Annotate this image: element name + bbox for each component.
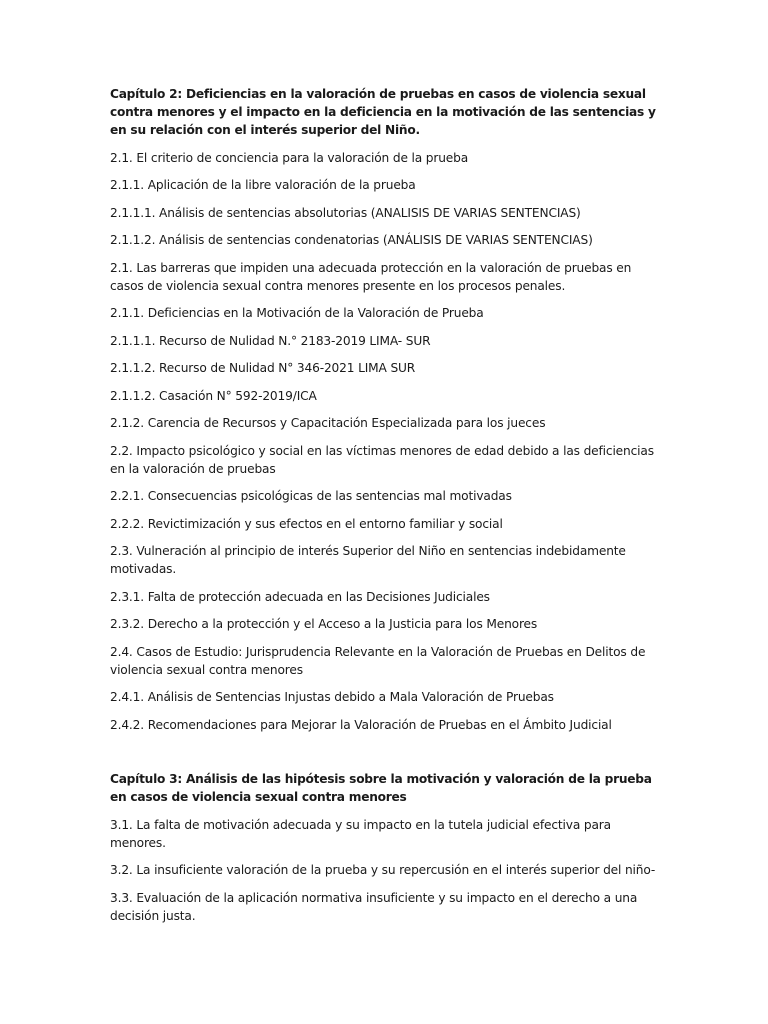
toc-item-2-1-1-2-casacion-592: 2.1.1.2. Casación N° 592-2019/ICA	[110, 388, 317, 403]
chapter-3-heading: Capítulo 3: Análisis de las hipótesis sobre la motivación y valoración de la prueba en casos de violencia sexual contra menores	[110, 772, 652, 804]
toc-item-2-3-2-derecho: 2.3.2. Derecho a la protección y el Acceso a la Justicia para los Menores	[110, 617, 538, 631]
toc-item-2-2-1-consecuencias: 2.2.1. Consecuencias psicológicas de las sentencias mal motivadas	[110, 489, 512, 503]
toc-item-2-1-1-1-recurso-2183: 2.1.1.1. Recurso de Nulidad N.° 2183-2019 LIMA- SUR	[110, 333, 431, 348]
toc-item-2-1-criterio: 2.1. El criterio de conciencia para la valoración de la prueba	[110, 150, 469, 165]
toc-item-2-1-1-2-condenatorias: 2.1.1.2. Análisis de sentencias condenatorias (ANÁLISIS DE VARIAS SENTENCIAS)	[110, 233, 593, 247]
toc-item-2-2-2-revictimizacion: 2.2.2. Revictimización y sus efectos en el entorno familiar y social	[110, 516, 503, 531]
toc-item-3-3: 3.3. Evaluación de la aplicación normativa insuficiente y su impacto en el derecho a una decisión justa.	[110, 890, 638, 923]
toc-item-3-1: 3.1. La falta de motivación adecuada y su impacto en la tutela judicial efectiva para menores.	[110, 817, 611, 850]
toc-item-3-2: 3.2. La insuficiente valoración de la prueba y su repercusión en el interés superior del niño-	[110, 863, 656, 877]
toc-item-2-2-impacto: 2.2. Impacto psicológico y social en las víctimas menores de edad debido a las deficiencias en la valoración de pruebas	[110, 443, 654, 476]
toc-item-2-3-vulneracion: 2.3. Vulneración al principio de interés Superior del Niño en sentencias indebidamente motivadas.	[110, 544, 626, 576]
toc-item-2-1-1-deficiencias: 2.1.1. Deficiencias en la Motivación de la Valoración de Prueba	[110, 306, 484, 320]
toc-item-2-4-1-sentencias-injustas: 2.4.1. Análisis de Sentencias Injustas debido a Mala Valoración de Pruebas	[110, 690, 554, 704]
toc-item-2-1-1-aplicacion: 2.1.1. Aplicación de la libre valoración de la prueba	[110, 178, 416, 192]
toc-item-2-1-2-carencia: 2.1.2. Carencia de Recursos y Capacitación Especializada para los jueces	[110, 416, 546, 430]
toc-item-2-3-1-falta-proteccion: 2.3.1. Falta de protección adecuada en las Decisiones Judiciales	[110, 589, 490, 604]
toc-item-2-4-2-recomendaciones: 2.4.2. Recomendaciones para Mejorar la Valoración de Pruebas en el Ámbito Judicial	[110, 717, 612, 732]
toc-item-2-1-1-2-recurso-346: 2.1.1.2. Recurso de Nulidad N° 346-2021 LIMA SUR	[110, 361, 416, 375]
chapter-2-heading: Capítulo 2: Deficiencias en la valoración de pruebas en casos de violencia sexual contra menores y el impacto en la deficiencia en la motivación de las sentencias y en su relación con el interés superior del Niño.	[110, 87, 656, 137]
section-spacer	[110, 743, 662, 770]
toc-item-2-1-1-1-absolutorias: 2.1.1.1. Análisis de sentencias absolutorias (ANALISIS DE VARIAS SENTENCIAS)	[110, 205, 581, 220]
toc-item-2-4-casos: 2.4. Casos de Estudio: Jurisprudencia Relevante en la Valoración de Pruebas en Delitos de violencia sexual contra menores	[110, 644, 646, 677]
document-page	[110, 85, 662, 934]
toc-item-2-1-barreras: 2.1. Las barreras que impiden una adecuada protección en la valoración de pruebas en casos de violencia sexual contra menores presente en los procesos penales.	[110, 260, 632, 293]
